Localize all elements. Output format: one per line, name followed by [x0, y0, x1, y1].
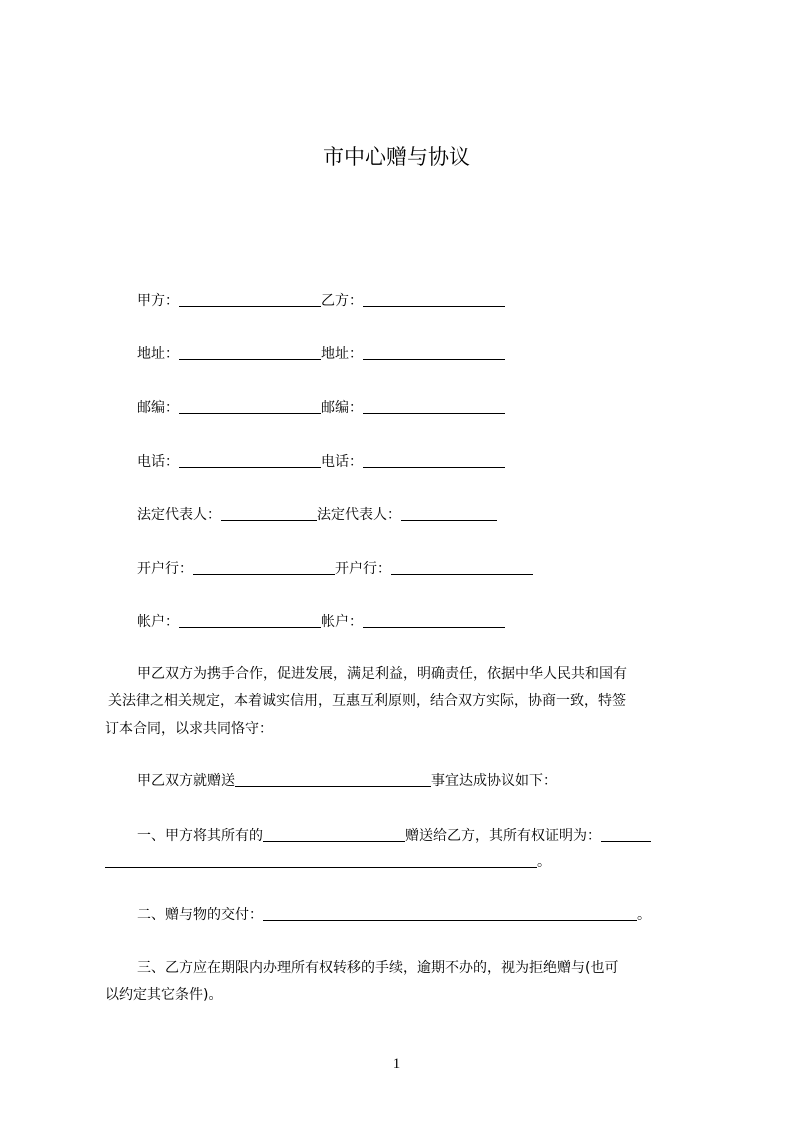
clause-2-prefix: 二、赠与物的交付： — [137, 907, 263, 923]
clause-2-delivery-blank — [263, 905, 637, 921]
phone-row — [137, 452, 505, 472]
legal-rep-a-blank — [221, 505, 317, 521]
postcode-label-a: 邮编： — [137, 400, 179, 416]
document-title: 市中心赠与协议 — [323, 145, 470, 169]
clause-3-line-1: 三、乙方应在期限内办理所有权转移的手续，逾期不办的，视为拒绝赠与(也可 — [137, 960, 619, 976]
address-b-blank — [363, 344, 505, 360]
phone-label-a: 电话： — [137, 454, 179, 470]
phone-a-blank — [179, 452, 321, 468]
clause-1-line-2 — [105, 852, 551, 872]
gift-prefix: 甲乙双方就赠送 — [137, 773, 235, 789]
party-b-blank — [363, 291, 505, 307]
clause-3-line-2: 以约定其它条件)。 — [105, 987, 223, 1003]
account-label-a: 帐户： — [137, 614, 179, 630]
gift-item-blank — [235, 771, 431, 787]
clause-1-proof-blank — [601, 826, 651, 842]
postcode-label-b: 邮编： — [321, 400, 363, 416]
address-label-b: 地址： — [321, 346, 363, 362]
address-label-a: 地址： — [137, 346, 179, 362]
clause-2-end: 。 — [637, 907, 651, 923]
legal-rep-label-b: 法定代表人： — [317, 507, 401, 523]
intro-line-3: 订本合同，以求共同恪守： — [105, 721, 273, 737]
bank-b-blank — [391, 559, 533, 575]
legal-rep-row — [137, 505, 497, 525]
bank-a-blank — [193, 559, 335, 575]
address-row — [137, 344, 505, 364]
phone-label-b: 电话： — [321, 454, 363, 470]
party-a-label: 甲方： — [137, 293, 179, 309]
account-a-blank — [179, 612, 321, 628]
gift-row — [137, 771, 557, 791]
intro-line-2: 关法律之相关规定，本着诚实信用，互惠互利原则，结合双方实际，协商一致，特签 — [108, 693, 626, 709]
clause-1-proof-blank-continued — [105, 852, 537, 868]
account-b-blank — [363, 612, 505, 628]
phone-b-blank — [363, 452, 505, 468]
clause-2 — [137, 905, 651, 925]
page-number: 1 — [392, 1056, 401, 1072]
postcode-row — [137, 398, 505, 418]
party-row — [137, 291, 505, 311]
party-a-blank — [179, 291, 321, 307]
account-label-b: 帐户： — [321, 614, 363, 630]
party-b-label: 乙方： — [321, 293, 363, 309]
account-row — [137, 612, 505, 632]
bank-row — [137, 559, 533, 579]
legal-rep-b-blank — [401, 505, 497, 521]
clause-1-line-1 — [137, 826, 651, 846]
bank-label-b: 开户行： — [335, 561, 391, 577]
address-a-blank — [179, 344, 321, 360]
postcode-a-blank — [179, 398, 321, 414]
intro-line-1: 甲乙双方为携手合作，促进发展，满足利益，明确责任，依据中华人民共和国有 — [137, 666, 627, 682]
clause-1-item-blank — [263, 826, 405, 842]
legal-rep-label-a: 法定代表人： — [137, 507, 221, 523]
gift-suffix: 事宜达成协议如下： — [431, 773, 557, 789]
postcode-b-blank — [363, 398, 505, 414]
clause-1-end: 。 — [537, 854, 551, 870]
bank-label-a: 开户行： — [137, 561, 193, 577]
clause-1-prefix: 一、甲方将其所有的 — [137, 828, 263, 844]
clause-1-middle: 赠送给乙方，其所有权证明为： — [405, 828, 601, 844]
